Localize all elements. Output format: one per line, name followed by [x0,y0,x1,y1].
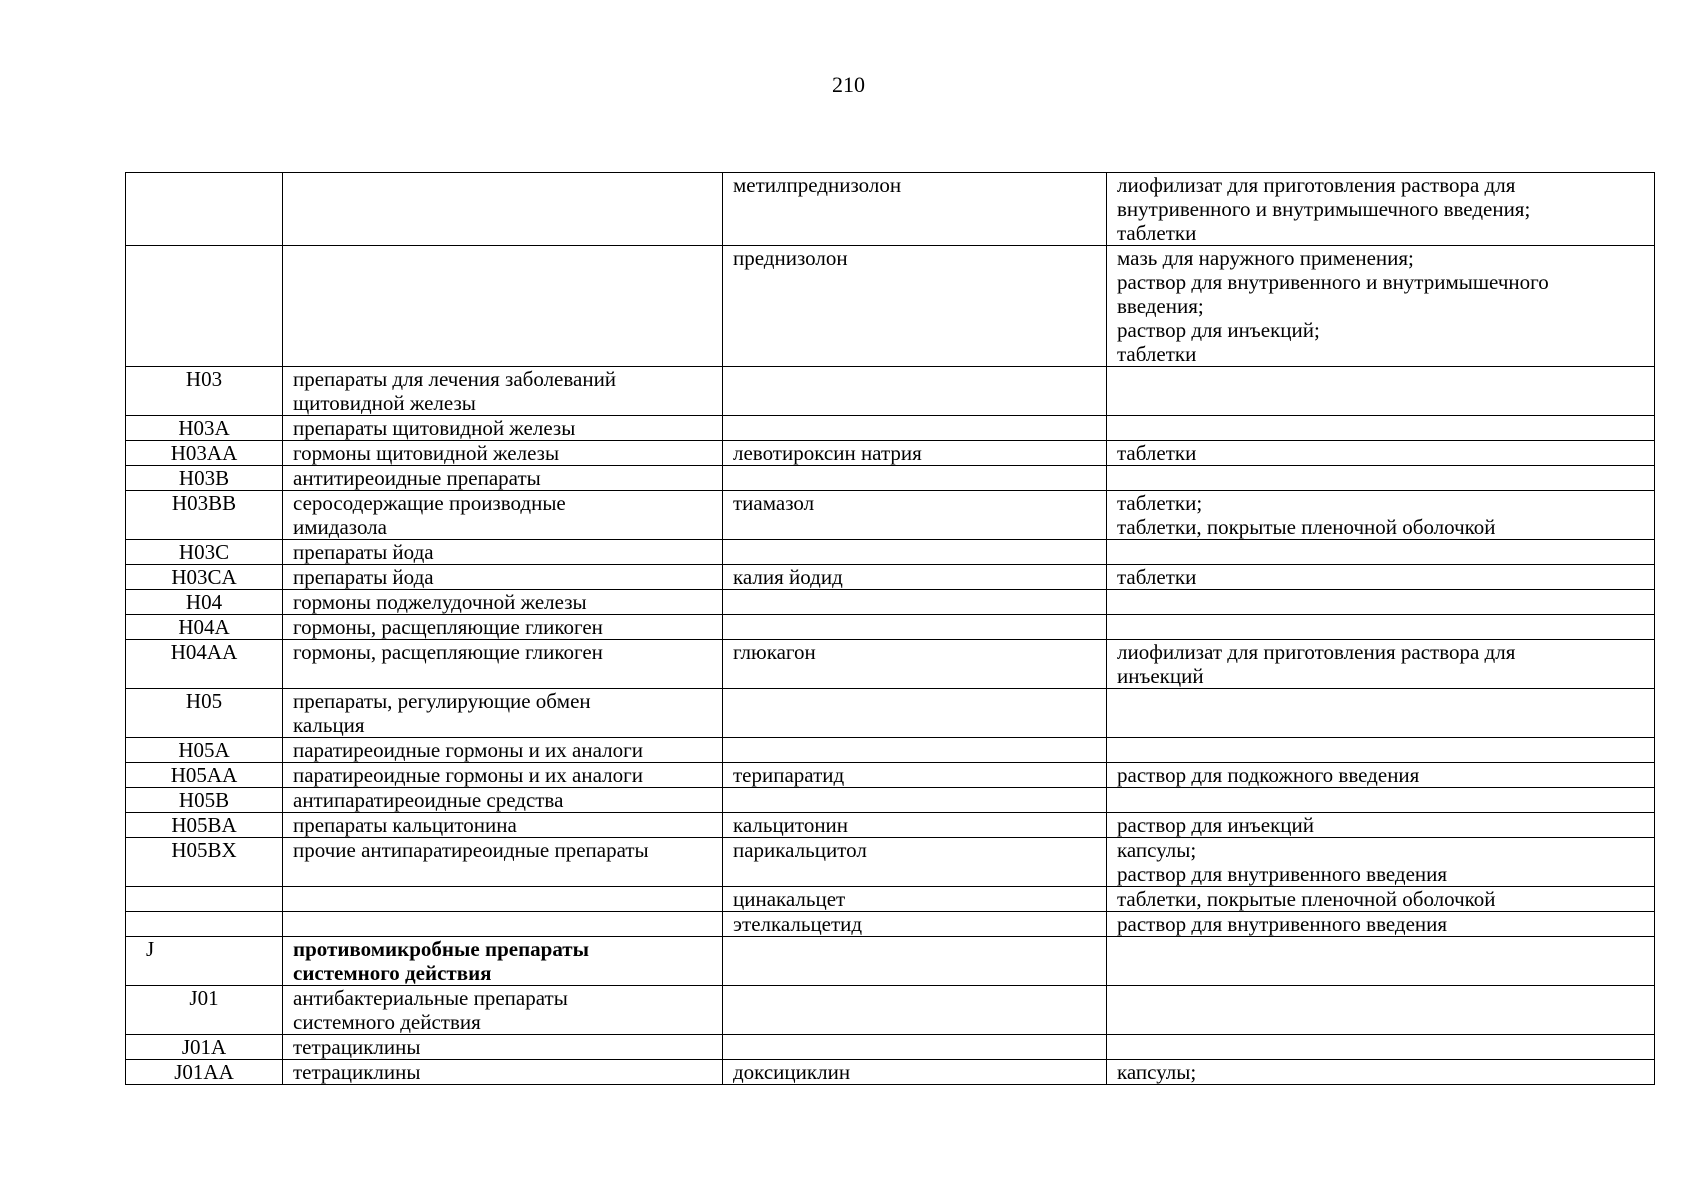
group-name-cell: противомикробные препараты системного действия [283,937,723,986]
atc-code-cell: J [126,937,283,986]
drug-name-cell [723,788,1107,813]
table-row [126,986,1655,1035]
table-row [126,367,1655,416]
table-row [126,246,1655,367]
table-row [126,173,1655,246]
drug-name-cell [723,937,1107,986]
group-name-cell: гормоны поджелудочной железы [283,590,723,615]
drug-name-cell [723,540,1107,565]
drug-name-cell: парикальцитол [723,838,1107,887]
group-name-cell: серосодержащие производные имидазола [283,491,723,540]
group-name-cell: гормоны щитовидной железы [283,441,723,466]
dosage-form-cell: таблетки, покрытые пленочной оболочкой [1107,887,1655,912]
group-name-cell: препараты кальцитонина [283,813,723,838]
dosage-form-cell [1107,590,1655,615]
table-row [126,590,1655,615]
table-row [126,763,1655,788]
group-name-cell: препараты йода [283,565,723,590]
atc-code-cell: H03BB [126,491,283,540]
drug-name-cell: тиамазол [723,491,1107,540]
dosage-form-cell [1107,615,1655,640]
drug-name-cell [723,689,1107,738]
group-name-cell: препараты щитовидной железы [283,416,723,441]
atc-code-cell: H05A [126,738,283,763]
drug-name-cell [723,615,1107,640]
dosage-form-cell: раствор для внутривенного введения [1107,912,1655,937]
atc-code-cell: J01 [126,986,283,1035]
dosage-form-cell [1107,416,1655,441]
group-name-cell: паратиреоидные гормоны и их аналоги [283,738,723,763]
drug-name-cell: кальцитонин [723,813,1107,838]
atc-code-cell: H05AA [126,763,283,788]
drug-name-cell [723,986,1107,1035]
table-row [126,838,1655,887]
table-row [126,689,1655,738]
table-row [126,788,1655,813]
drug-name-cell [723,466,1107,491]
drug-name-cell: левотироксин натрия [723,441,1107,466]
dosage-form-cell: капсулы; раствор для внутривенного введения [1107,838,1655,887]
atc-code-cell [126,173,283,246]
table-row [126,565,1655,590]
atc-code-cell: H04A [126,615,283,640]
atc-code-cell: H05BA [126,813,283,838]
group-name-cell [283,887,723,912]
atc-code-cell: H03B [126,466,283,491]
drug-name-cell: доксициклин [723,1060,1107,1085]
atc-code-cell [126,887,283,912]
dosage-form-cell [1107,466,1655,491]
group-name-cell: антитиреоидные препараты [283,466,723,491]
dosage-form-cell: таблетки [1107,565,1655,590]
drug-name-cell [723,590,1107,615]
drug-name-cell: преднизолон [723,246,1107,367]
atc-code-cell: H05BX [126,838,283,887]
dosage-form-cell [1107,937,1655,986]
atc-code-cell: J01AA [126,1060,283,1085]
group-name-cell: паратиреоидные гормоны и их аналоги [283,763,723,788]
dosage-form-cell [1107,738,1655,763]
atc-code-cell: H03 [126,367,283,416]
atc-code-cell [126,246,283,367]
dosage-form-cell [1107,986,1655,1035]
atc-code-cell: H03C [126,540,283,565]
atc-code-cell: H05B [126,788,283,813]
drug-name-cell [723,367,1107,416]
atc-code-cell: H03AA [126,441,283,466]
drug-name-cell: терипаратид [723,763,1107,788]
table-body [126,173,1655,1085]
table-row [126,1060,1655,1085]
dosage-form-cell: раствор для подкожного введения [1107,763,1655,788]
group-name-cell: тетрациклины [283,1035,723,1060]
group-name-cell [283,173,723,246]
dosage-form-cell: таблетки; таблетки, покрытые пленочной оболочкой [1107,491,1655,540]
dosage-form-cell [1107,1035,1655,1060]
table-row [126,1035,1655,1060]
group-name-cell: препараты, регулирующие обмен кальция [283,689,723,738]
dosage-form-cell [1107,689,1655,738]
drug-classification-table [125,172,1655,1085]
atc-code-cell: H04 [126,590,283,615]
dosage-form-cell: раствор для инъекций [1107,813,1655,838]
group-name-cell: антибактериальные препараты системного действия [283,986,723,1035]
atc-code-cell: H03CA [126,565,283,590]
drug-name-cell: метилпреднизолон [723,173,1107,246]
dosage-form-cell: лиофилизат для приготовления раствора для инъекций [1107,640,1655,689]
group-name-cell: тетрациклины [283,1060,723,1085]
drug-name-cell: цинакальцет [723,887,1107,912]
atc-code-cell: H05 [126,689,283,738]
drug-name-cell [723,416,1107,441]
dosage-form-cell: капсулы; [1107,1060,1655,1085]
dosage-form-cell [1107,367,1655,416]
table-row [126,738,1655,763]
drug-name-cell [723,738,1107,763]
atc-code-cell: H04AA [126,640,283,689]
group-name-cell: прочие антипаратиреоидные препараты [283,838,723,887]
group-name-cell: препараты йода [283,540,723,565]
group-name-cell: гормоны, расщепляющие гликоген [283,615,723,640]
table-row [126,416,1655,441]
table-row [126,491,1655,540]
table-row [126,813,1655,838]
table-row [126,466,1655,491]
atc-code-cell: H03A [126,416,283,441]
dosage-form-cell: мазь для наружного применения; раствор для внутривенного и внутримышечного введения; раствор для инъекций; таблетки [1107,246,1655,367]
table-row [126,640,1655,689]
table-row [126,540,1655,565]
dosage-form-cell: лиофилизат для приготовления раствора для внутривенного и внутримышечного введения; таблетки [1107,173,1655,246]
atc-code-cell: J01A [126,1035,283,1060]
dosage-form-cell [1107,788,1655,813]
page-number: 210 [832,72,865,97]
drug-name-cell: глюкагон [723,640,1107,689]
drug-name-cell: этелкальцетид [723,912,1107,937]
group-name-cell: гормоны, расщепляющие гликоген [283,640,723,689]
table-row [126,615,1655,640]
group-name-cell [283,246,723,367]
group-name-cell [283,912,723,937]
drug-name-cell [723,1035,1107,1060]
drug-name-cell: калия йодид [723,565,1107,590]
table-row [126,887,1655,912]
table-row [126,912,1655,937]
table-row [126,441,1655,466]
group-name-cell: антипаратиреоидные средства [283,788,723,813]
group-name-cell: препараты для лечения заболеваний щитовидной железы [283,367,723,416]
atc-code-cell [126,912,283,937]
table-row [126,937,1655,986]
dosage-form-cell [1107,540,1655,565]
dosage-form-cell: таблетки [1107,441,1655,466]
